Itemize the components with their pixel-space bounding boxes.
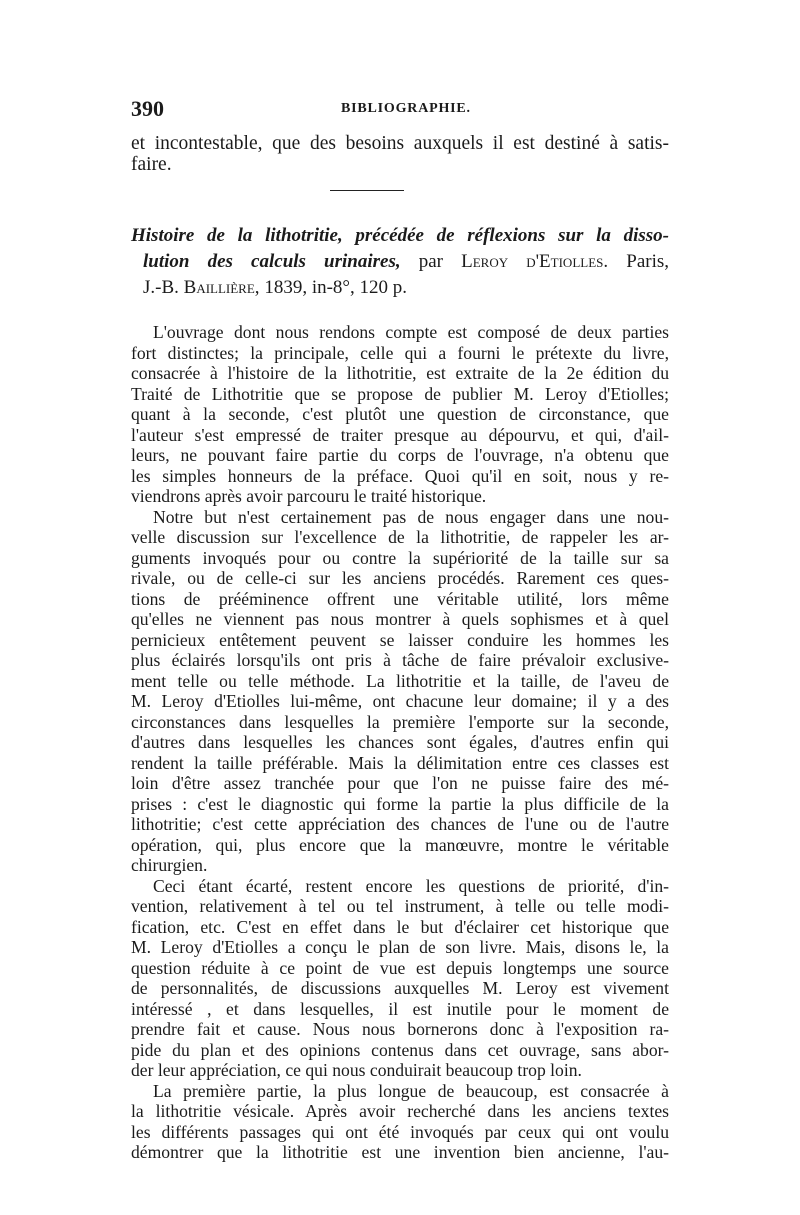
page-number: 390 — [131, 96, 164, 121]
body-line: intéressé , et dans lesquelles, il est inutile pour le moment de — [131, 998, 669, 1019]
body-line: quant à la seconde, c'est plutôt une question de circonstance, que — [131, 404, 669, 424]
body-line: M. Leroy d'Etiolles lui-même, ont chacune leur domaine; il y a des — [131, 691, 669, 711]
body-line: Traité de Lithotritie que se propose de publier M. Leroy d'Etiolles; — [131, 383, 669, 404]
body-line: velle discussion sur l'excellence de la lithotritie, de rappeler les ar- — [131, 527, 669, 547]
continuation-text — [131, 133, 669, 175]
body-line: les différents passages qui ont été invoqués par ceux qui ont voulu — [131, 1121, 669, 1142]
book-title-part: Histoire de la lithotritie, précédée de réflexions sur la disso- — [131, 225, 669, 246]
body-line: ment telle ou telle méthode. La lithotritie et la taille, de l'aveu de — [131, 670, 669, 691]
body-line: M. Leroy d'Etiolles a conçu le plan de son livre. Mais, disons le, la — [131, 937, 669, 957]
running-title: BIBLIOGRAPHIE. — [341, 101, 471, 116]
body-line: les simples honneurs de la préface. Quoi qu'il en soit, nous y re- — [131, 465, 669, 486]
publisher-name: J.-B. Baillière, — [143, 277, 260, 298]
body-line: pernicieux entêtement peuvent se laisser conduire les hommes les — [131, 629, 669, 650]
body-line: circonstances dans lesquelles la première l'emporte sur la seconde, — [131, 711, 669, 732]
entry-title-line — [131, 223, 669, 249]
body-line: tions de prééminence offrent une véritable utilité, lors même — [131, 588, 669, 609]
body-line: vention, relativement à tel ou tel instrument, à telle ou telle modi- — [131, 896, 669, 916]
section-divider — [330, 190, 404, 191]
review-body — [131, 322, 669, 1163]
body-line: viendrons après avoir parcouru le traité historique. — [131, 486, 487, 506]
body-line: d'autres dans lesquelles les chances sont égales, d'autres enfin qui — [131, 732, 669, 752]
text-line: et incontestable, que des besoins auxquels il est destiné à satis- — [131, 133, 669, 154]
body-line: de personnalités, de discussions auxquelles M. Leroy est vivement — [131, 978, 669, 998]
body-line: Ceci étant écarté, restent encore les questions de priorité, d'in- — [153, 875, 669, 896]
body-line: démontrer que la lithotritie est une invention bien ancienne, l'au- — [131, 1142, 669, 1162]
body-line: der leur appréciation, ce qui nous conduirait beaucoup trop loin. — [131, 1060, 582, 1080]
author-name: Leroy d'Etiolles. — [461, 251, 609, 272]
bibliography-entry — [131, 223, 669, 301]
body-line: lithotritie; c'est cette appréciation des chances de l'une ou de l'autre — [131, 814, 669, 834]
body-line: rendent la taille préférable. Mais la délimitation entre ces classes est — [131, 752, 669, 773]
body-line: opération, qui, plus encore que la manœuvre, montre le véritable — [131, 834, 669, 855]
body-line: L'ouvrage dont nous rendons compte est composé de deux parties — [153, 322, 669, 342]
publication-details: 1839, in-8°, 120 p. — [259, 277, 408, 298]
body-line: prendre fait et cause. Nous nous bornerons donc à l'exposition ra- — [131, 1019, 669, 1039]
body-line: question réduite à ce point de vue est depuis longtemps une source — [131, 957, 669, 978]
body-line: prises : c'est le diagnostic qui forme la partie la plus difficile de la — [131, 793, 669, 814]
body-line: fication, etc. C'est en effet dans le but d'éclairer cet historique que — [131, 916, 669, 937]
body-line: Notre but n'est certainement pas de nous engager dans une nou- — [153, 506, 669, 527]
body-line: rivale, ou de celle-ci sur les anciens procédés. Rarement ces ques- — [131, 568, 669, 588]
body-line: qu'elles ne viennent pas nous montrer à quels sophismes et à quel — [131, 609, 669, 629]
body-line: l'auteur s'est empressé de traiter presque au dépourvu, et qui, d'ail- — [131, 424, 669, 445]
entry-publisher-line — [131, 275, 669, 301]
book-title-part: lution des calculs urinaires, — [143, 251, 401, 272]
body-line: loin d'être assez tranchée pour que l'on ne puisse faire des mé- — [131, 773, 669, 793]
body-line: fort distinctes; la principale, celle qui a fourni le prétexte du livre, — [131, 342, 669, 363]
by-text: par — [400, 251, 462, 272]
page-header — [131, 96, 669, 122]
body-line: chirurgien. — [131, 855, 208, 875]
body-line: pide du plan et des opinions contenus dans cet ouvrage, sans abor- — [131, 1039, 669, 1060]
text-line: faire. — [131, 154, 172, 175]
body-line: guments invoqués pour ou contre la supériorité de la taille sur sa — [131, 547, 669, 568]
body-line: La première partie, la plus longue de beaucoup, est consacrée à — [153, 1080, 669, 1101]
body-line: la lithotritie vésicale. Après avoir recherché dans les anciens textes — [131, 1101, 669, 1121]
publication-place: Paris, — [608, 251, 669, 272]
body-line: leurs, ne pouvant faire partie du corps de l'ouvrage, n'a obtenu que — [131, 445, 669, 465]
entry-author-line — [131, 249, 669, 275]
body-line: consacrée à l'histoire de la lithotritie, est extraite de la 2e édition du — [131, 363, 669, 383]
body-line: plus éclairés lorsqu'ils ont pris à tâche de faire prévaloir exclusive- — [131, 650, 669, 670]
